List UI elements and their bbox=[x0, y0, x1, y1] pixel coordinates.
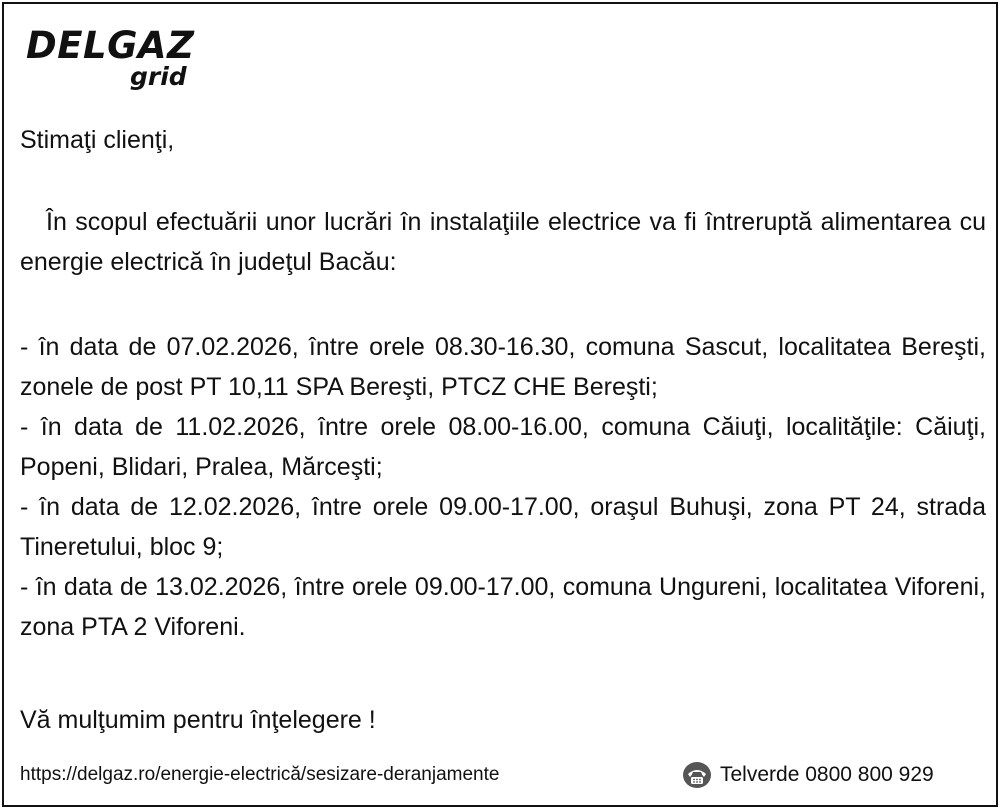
telephone-icon bbox=[682, 760, 712, 790]
logo-wordmark: DELGAZ bbox=[26, 24, 195, 67]
report-url-link[interactable]: https://delgaz.ro/energie-electrică/sesizare-deranjamente bbox=[20, 764, 500, 785]
phone-number: Telverde 0800 800 929 bbox=[720, 763, 934, 786]
outage-item: - în data de 12.02.2026, între orele 09.00-17.00, oraşul Buhuşi, zona PT 24, strada Tineretului, bloc 9; bbox=[20, 493, 986, 561]
outage-item: - în data de 07.02.2026, între orele 08.30-16.30, comuna Sascut, localitatea Bereşti, zonele de post PT 10,11 SPA Bereşti, PTCZ CHE Bereşti; bbox=[20, 333, 986, 401]
outage-item: - în data de 11.02.2026, între orele 08.00-16.00, comuna Căiuţi, localităţile: Căiuţi, Popeni, Blidari, Pralea, Mărceşti; bbox=[20, 413, 986, 481]
thanks-message: Vă mulţumim pentru înţelegere ! bbox=[20, 706, 376, 734]
logo-subtitle: grid bbox=[130, 62, 187, 91]
outage-list bbox=[20, 327, 986, 647]
phone-contact bbox=[682, 760, 934, 790]
outage-item: - în data de 13.02.2026, între orele 09.00-17.00, comuna Ungureni, localitatea Viforeni, zona PTA 2 Viforeni. bbox=[20, 573, 986, 641]
delgaz-grid-logo bbox=[26, 24, 206, 96]
intro-paragraph: În scopul efectuării unor lucrări în instalaţiile electrice va fi întreruptă alimentarea cu energie electrică în judeţul Bacău: bbox=[20, 208, 986, 276]
greeting: Stimaţi clienţi, bbox=[20, 126, 175, 154]
